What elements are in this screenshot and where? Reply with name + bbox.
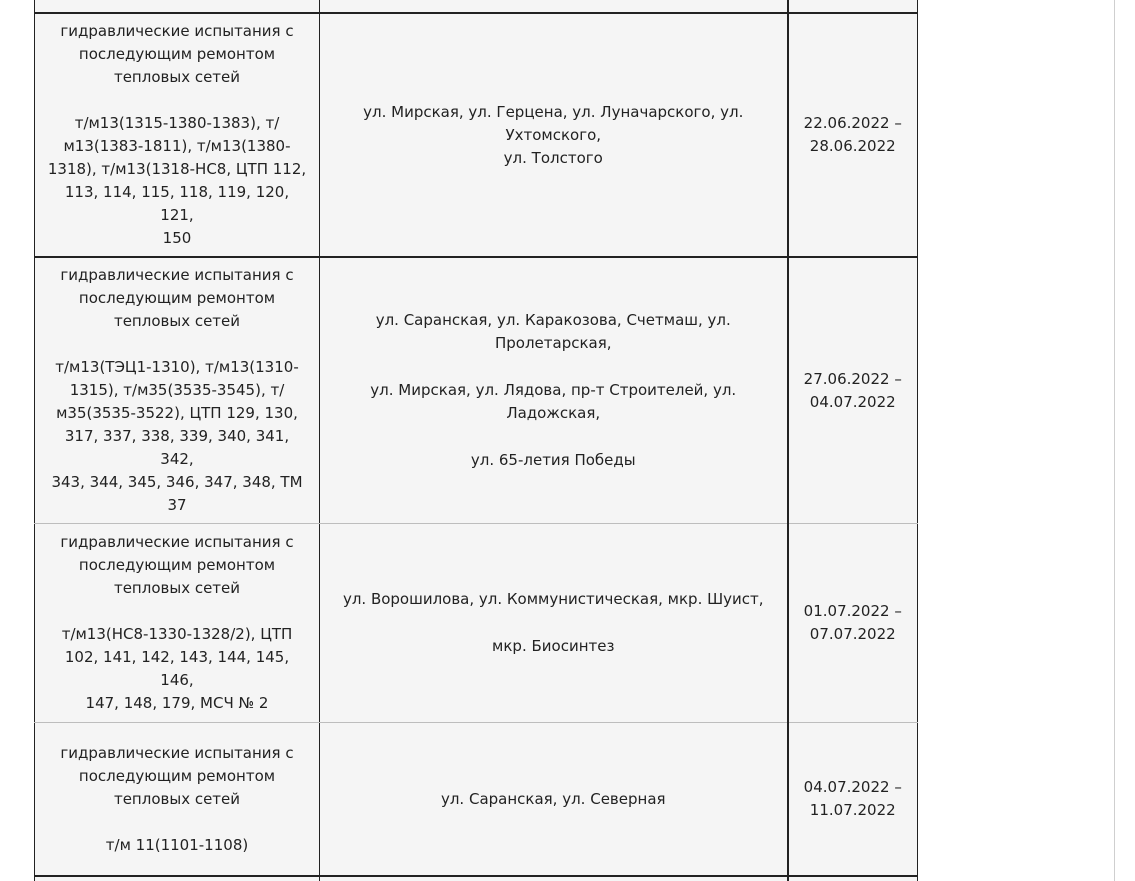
date-range-cell xyxy=(788,723,918,877)
pipeline-section-text: 37 xyxy=(167,496,187,514)
date-from-text: 04.07.2022 – xyxy=(803,778,902,796)
work-description-cell xyxy=(35,723,320,877)
address-cell xyxy=(320,524,788,723)
address-cell xyxy=(320,723,788,877)
address-cell xyxy=(320,13,788,257)
page-right-border xyxy=(1114,0,1115,881)
pipeline-section-text: т/м13(НС8-1330-1328/2), ЦТП xyxy=(61,625,293,643)
pipeline-section-text: т/м13(1315-1380-1383), т/ xyxy=(74,114,280,132)
work-type-text: последующим ремонтом xyxy=(78,556,276,574)
address-text: мкр. Биосинтез xyxy=(492,637,615,655)
pipeline-section-text: 147, 148, 179, МСЧ № 2 xyxy=(85,694,269,712)
table-row xyxy=(35,257,918,524)
date-from-text: 01.07.2022 – xyxy=(803,602,902,620)
pipeline-section-text: т/м13(ТЭЦ1-1310), т/м13(1310- xyxy=(55,358,299,376)
work-type-text: гидравлические испытания с xyxy=(60,266,294,284)
work-type-text: тепловых сетей xyxy=(113,312,241,330)
table-cell xyxy=(788,0,918,13)
repair-schedule-table xyxy=(34,0,918,881)
table-cell xyxy=(320,876,788,881)
work-description-cell xyxy=(35,13,320,257)
work-type-text: тепловых сетей xyxy=(113,68,241,86)
address-text: ул. Мирская, ул. Герцена, ул. Луначарского, ул. Ухтомского, xyxy=(363,102,744,144)
table-cell xyxy=(35,0,320,13)
date-to-text: 07.07.2022 xyxy=(809,625,896,643)
address-text: ул. Мирская, ул. Лядова, пр-т Строителей, ул. Ладожская, xyxy=(370,381,737,422)
table-row xyxy=(35,723,918,877)
table-row xyxy=(35,524,918,723)
pipeline-section-text: м35(3535-3522), ЦТП 129, 130, xyxy=(56,404,298,422)
pipeline-section-text: 150 xyxy=(162,229,192,247)
date-from-text: 22.06.2022 – xyxy=(803,114,902,132)
pipeline-section-text: 102, 141, 142, 143, 144, 145, 146, xyxy=(64,648,290,689)
pipeline-section-text: 113, 114, 115, 118, 119, 120, 121, xyxy=(64,183,290,224)
address-text: ул. Толстого xyxy=(503,148,603,167)
date-from-text: 27.06.2022 – xyxy=(803,369,902,388)
table-cell xyxy=(788,876,918,881)
address-cell xyxy=(320,257,788,524)
date-range-cell xyxy=(788,524,918,723)
table-cell xyxy=(35,876,320,881)
work-type-text: гидравлические испытания с xyxy=(60,743,294,762)
table-cell xyxy=(320,0,788,13)
date-range-cell xyxy=(788,257,918,524)
work-type-text: последующим ремонтом xyxy=(78,766,276,785)
pipeline-section-text: 1315), т/м35(3535-3545), т/ xyxy=(69,381,285,399)
date-to-text: 11.07.2022 xyxy=(809,801,896,819)
work-type-text: гидравлические испытания с xyxy=(60,22,294,40)
address-text: ул. Саранская, ул. Каракозова, Счетмаш, ул. Пролетарская, xyxy=(375,311,731,352)
date-to-text: 04.07.2022 xyxy=(809,392,896,411)
work-type-text: последующим ремонтом xyxy=(78,45,276,63)
table-row-partial-top xyxy=(35,0,918,13)
pipeline-section-text: 1318), т/м13(1318-НС8, ЦТП 112, xyxy=(47,160,307,178)
work-type-text: последующим ремонтом xyxy=(78,289,276,307)
date-range-cell xyxy=(788,13,918,257)
pipeline-section-text: 343, 344, 345, 346, 347, 348, ТМ xyxy=(51,473,303,491)
work-type-text: тепловых сетей xyxy=(113,789,241,808)
work-description-cell xyxy=(35,524,320,723)
address-text: ул. Саранская, ул. Северная xyxy=(440,789,666,808)
pipeline-section-text: 317, 337, 338, 339, 340, 341, 342, xyxy=(64,427,290,468)
pipeline-section-text: м13(1383-1811), т/м13(1380- xyxy=(63,137,291,155)
work-description-cell xyxy=(35,257,320,524)
table-row-partial-bottom xyxy=(35,876,918,881)
table-row xyxy=(35,13,918,257)
pipeline-section-text: т/м 11(1101-1108) xyxy=(105,835,249,854)
work-type-text: гидравлические испытания с xyxy=(60,533,294,551)
address-text: ул. Ворошилова, ул. Коммунистическая, мкр. Шуист, xyxy=(342,590,764,608)
work-type-text: тепловых сетей xyxy=(113,579,241,597)
date-to-text: 28.06.2022 xyxy=(809,137,896,155)
address-text: ул. 65-летия Победы xyxy=(470,451,636,469)
